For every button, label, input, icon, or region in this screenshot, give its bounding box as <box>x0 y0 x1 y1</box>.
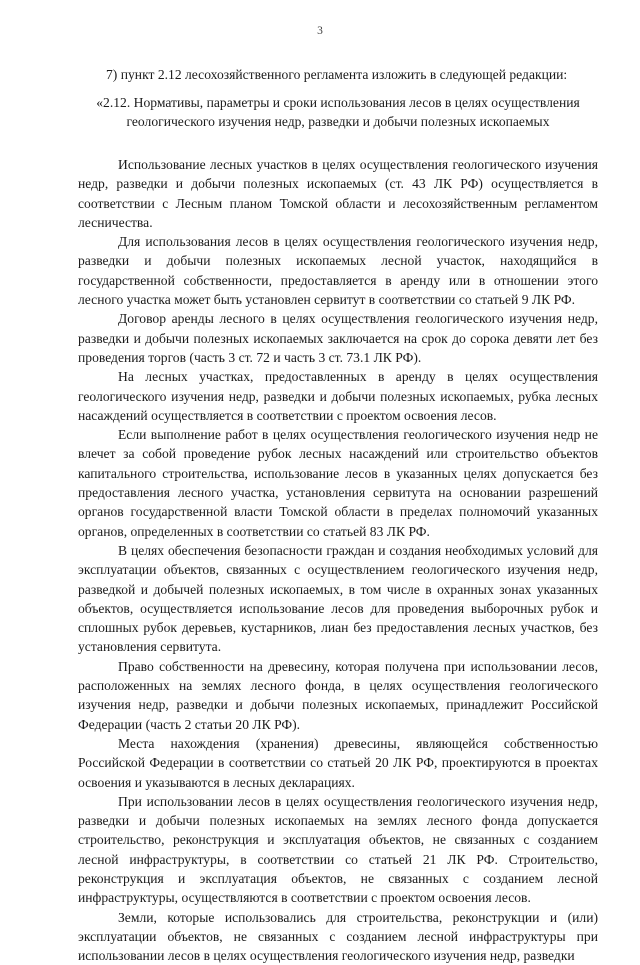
paragraph: Право собственности на древесину, которая получена при использовании лесов, расположенных на землях лесного фонда, в целях осуществления геологического изучения недр, разведки и добычи полезных ископаемых, принадлежит Российской Федерации (часть 2 статьи 20 ЛК РФ). <box>78 658 598 732</box>
paragraph: Если выполнение работ в целях осуществления геологического изучения недр не влечет за собой проведение рубок лесных насаждений или строительство объектов капитального строительства, использование лесов в указанных целях допускается без предоставления лесного участка, установления сервитута на основании разрешений органов государственной власти Томской области в пределах полномочий указанных органов, определенных в соответствии со статьей 83 ЛК РФ. <box>78 427 598 539</box>
document-body <box>78 155 598 965</box>
intro-line: 7) пункт 2.12 лесохозяйственного регламента изложить в следующей редакции: <box>106 67 568 82</box>
paragraph: В целях обеспечения безопасности граждан и создания необходимых условий для эксплуатации объектов, связанных с осуществлением геологического изучения недр, разведкой и добычей полезных ископаемых, в том числе в охранных зонах указанных объектов, осуществляется использование лесов для проведения выборочных рубок и сплошных рубок деревьев, кустарников, лиан без предоставления лесных участков, без установления сервитута. <box>78 542 598 655</box>
paragraph: Для использования лесов в целях осуществления геологического изучения недр, разведки и добычи полезных ископаемых лесной участок, находящийся в государственной собственности, предоставляется в аренду или в отношении этого лесного участка может быть установлен сервитут в соответствии со статьей 9 ЛК РФ. <box>78 234 598 308</box>
page-number: 3 <box>317 25 323 37</box>
paragraph: Земли, которые использовались для строительства, реконструкции и (или) эксплуатации объектов, не связанных с созданием лесной инфраструктуры при использовании лесов в целях осуществления геологического изучения недр, разведки <box>78 909 598 964</box>
paragraph: При использовании лесов в целях осуществления геологического изучения недр, разведки и добычи полезных ископаемых на землях лесного фонда допускается строительство, реконструкция и эксплуатация объектов, не связанных с созданием лесной инфраструктуры, в соответствии со статьей 21 ЛК РФ. Строительство, реконструкция и эксплуатация объектов, не связанных с созданием лесной инфраструктуры, осуществляются в соответствии с проектом освоения лесов. <box>78 793 598 906</box>
paragraph: Использование лесных участков в целях осуществления геологического изучения недр, разведки и добычи полезных ископаемых (ст. 43 ЛК РФ) осуществляется в соответствии с Лесным планом Томской области и лесохозяйственным регламентом лесничества. <box>78 157 598 230</box>
paragraph: Договор аренды лесного в целях осуществления геологического изучения недр, разведки и добычи полезных ископаемых заключается на срок до сорока девяти лет без проведения торгов (часть 3 ст. 72 и часть 3 ст. 73.1 ЛК РФ). <box>78 311 598 365</box>
paragraph: Места нахождения (хранения) древесины, являющейся собственностью Российской Федерации в соответствии со статьей 20 ЛК РФ, проектируются в проектах освоения и указываются в лесных декларациях. <box>78 735 598 790</box>
section-heading: «2.12. Нормативы, параметры и сроки использования лесов в целях осуществления геологического изучения недр, разведки и добычи полезных ископаемых <box>96 95 580 129</box>
paragraph: На лесных участках, предоставленных в аренду в целях осуществления геологического изучения недр, разведки и добычи полезных ископаемых, рубка лесных насаждений осуществляется в соответствии с проектом освоения лесов. <box>78 369 598 423</box>
